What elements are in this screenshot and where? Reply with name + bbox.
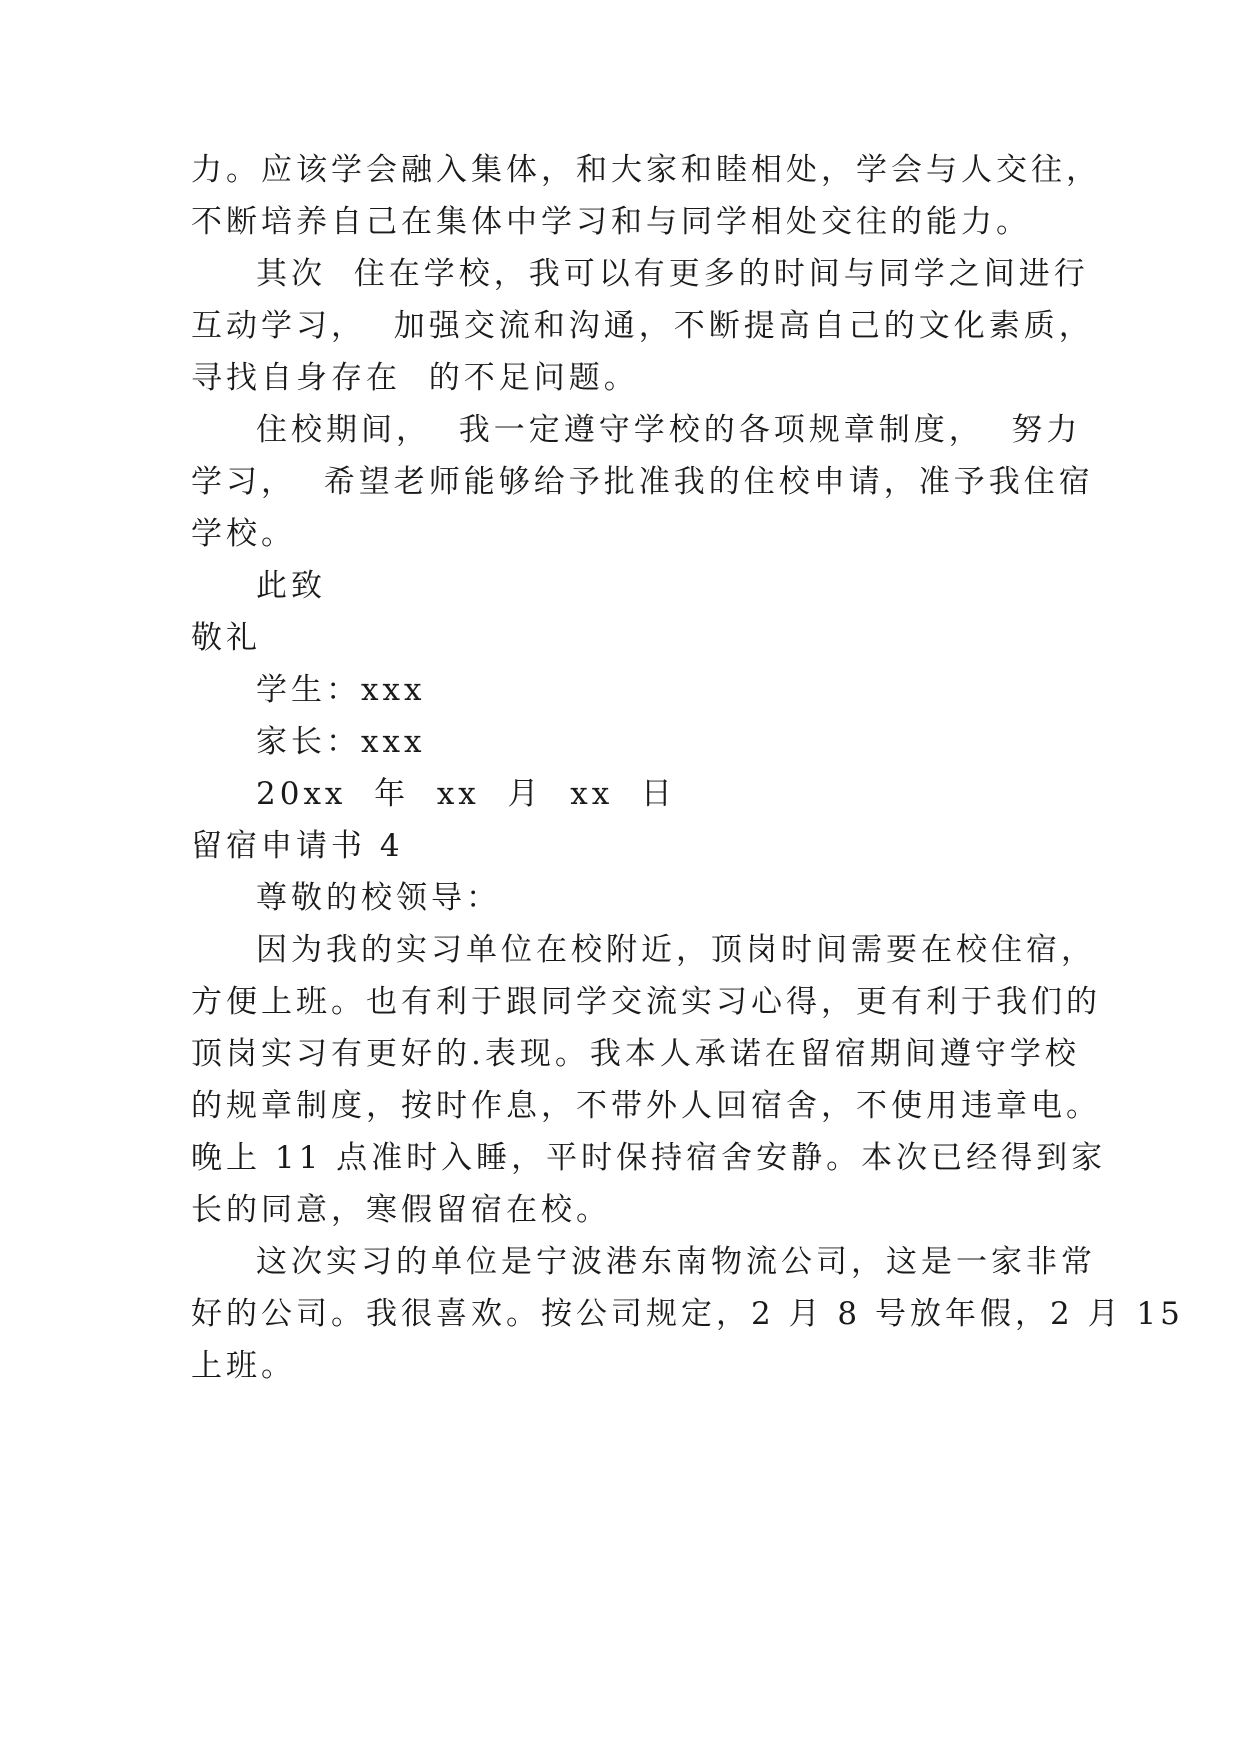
body-line: 寻找自身存在 的不足问题。	[191, 360, 639, 396]
paragraph-start-line: 因为我的实习单位在校附近，顶岗时间需要在校住宿，	[256, 932, 1096, 968]
body-line: 晚上 11 点准时入睡，平时保持宿舍安静。本次已经得到家	[191, 1140, 1107, 1176]
body-line: 好的公司。我很喜欢。按公司规定，2 月 8 号放年假，2 月 15	[191, 1296, 1184, 1332]
body-line: 学校。	[191, 516, 296, 552]
closing-salutation: 此致	[256, 568, 326, 604]
body-line: 长的同意，寒假留宿在校。	[191, 1192, 611, 1228]
closing-regards: 敬礼	[191, 620, 261, 656]
body-line: 顶岗实习有更好的.表现。我本人承诺在留宿期间遵守学校	[191, 1036, 1080, 1072]
body-line: 力。应该学会融入集体，和大家和睦相处，学会与人交往，	[191, 152, 1101, 188]
body-line: 方便上班。也有利于跟同学交流实习心得，更有利于我们的	[191, 984, 1101, 1020]
signature-student: 学生：xxx	[256, 672, 426, 708]
body-line: 上班。	[191, 1348, 296, 1384]
paragraph-start-line: 这次实习的单位是宁波港东南物流公司，这是一家非常	[256, 1244, 1096, 1280]
paragraph-start-line: 其次 住在学校，我可以有更多的时间与同学之间进行	[256, 256, 1089, 292]
signature-date: 20xx 年 xx 月 xx 日	[256, 776, 676, 812]
greeting-line: 尊敬的校领导：	[256, 880, 501, 916]
signature-parent: 家长：xxx	[256, 724, 426, 760]
body-line: 学习， 希望老师能够给予批准我的住校申请，准予我住宿	[191, 464, 1094, 500]
body-line: 的规章制度，按时作息，不带外人回宿舍，不使用违章电。	[191, 1088, 1101, 1124]
body-line: 不断培养自己在集体中学习和与同学相处交往的能力。	[191, 204, 1031, 240]
paragraph-start-line: 住校期间， 我一定遵守学校的各项规章制度， 努力	[256, 412, 1082, 448]
body-line: 互动学习， 加强交流和沟通，不断提高自己的文化素质，	[191, 308, 1094, 344]
section-heading: 留宿申请书 4	[191, 828, 404, 864]
